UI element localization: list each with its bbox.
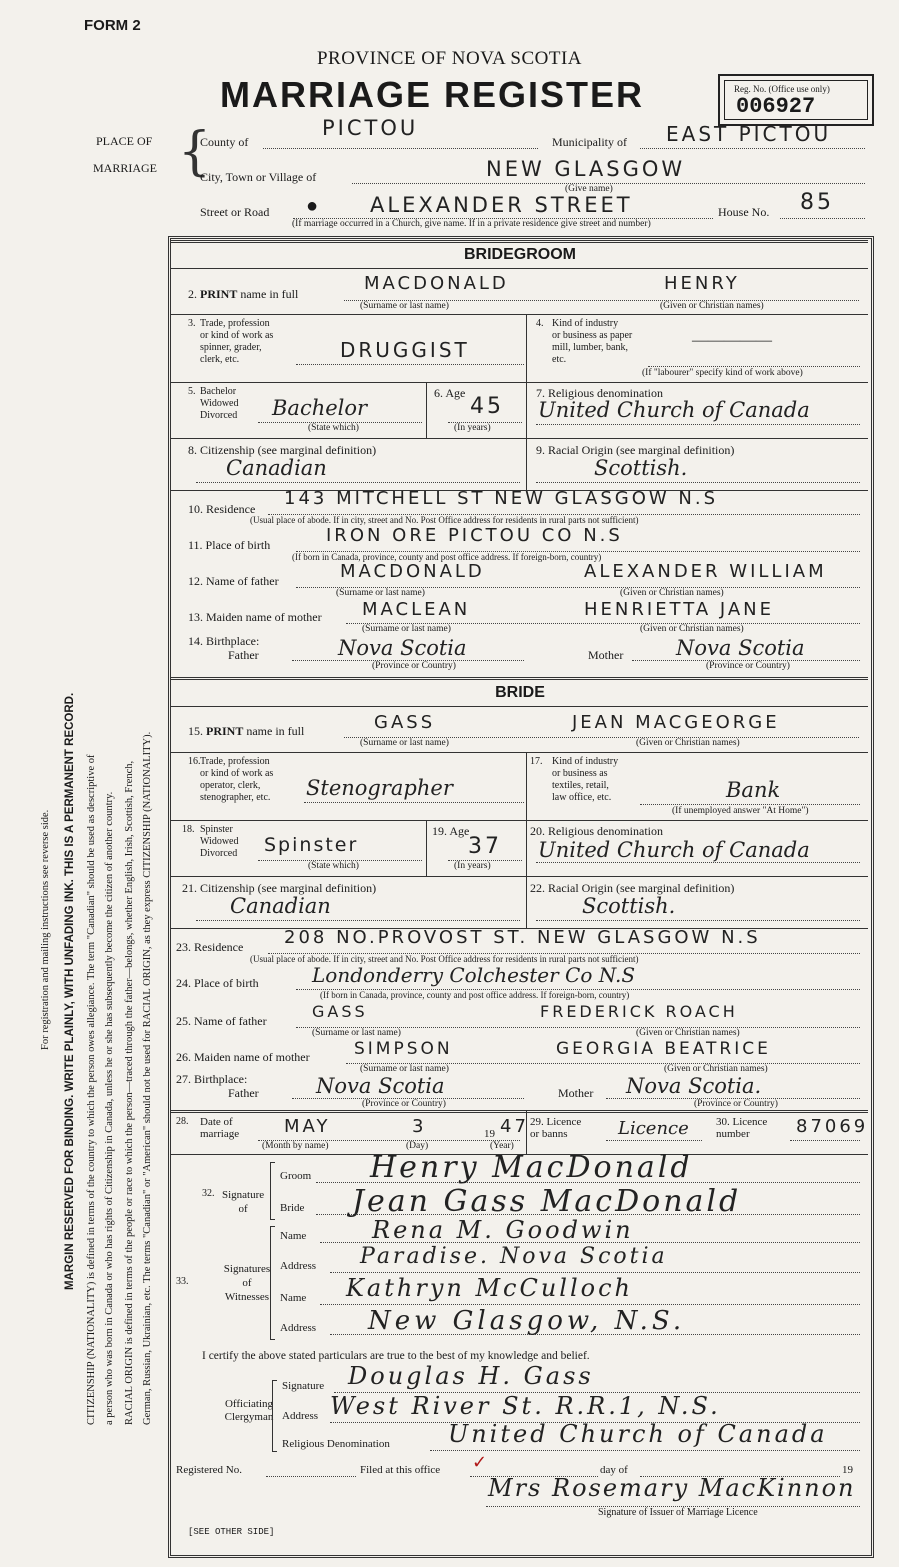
groom-industry-label: Kind of industry or business as paper mill, lumber, bank, etc. — [552, 318, 633, 365]
issuer-signature: Mrs Rosemary MacKinnon — [488, 1474, 856, 1502]
bride-status-value: Spinster — [264, 834, 359, 856]
bride-signature: Jean Gass MacDonald — [352, 1184, 742, 1219]
bride-industry-cap: (If unemployed answer "At Home") — [672, 806, 809, 816]
bride-father-surname-cap: (Surname or last name) — [312, 1028, 401, 1038]
groom-religion-label: 7. Religious denomination — [536, 386, 663, 400]
place-brace: { — [178, 122, 212, 182]
city-caption: (Give name) — [565, 184, 613, 194]
groom-father-given-cap: (Given or Christian names) — [620, 588, 724, 598]
registered-label: Registered No. — [176, 1464, 242, 1476]
w1-name-signature: Rena M. Goodwin — [372, 1216, 634, 1244]
day-of-label: day of — [600, 1464, 628, 1476]
groom-print-word: PRINT — [200, 287, 238, 301]
marriage-year-prefix: 19 — [484, 1128, 495, 1140]
bride-religion-value: United Church of Canada — [538, 838, 810, 862]
bride-age-cap: (In years) — [454, 861, 491, 871]
witness-bracket — [270, 1226, 275, 1340]
clergy-signature: Douglas H. Gass — [348, 1362, 594, 1390]
month-cap: (Month by name) — [262, 1141, 329, 1151]
margin-note-4: a person who was born in Canada or who has rights of Citizenship in Canada, unless he or she has subsequently become the citizen of another country. — [104, 791, 115, 1425]
bride-bp-mother-cap: (Province or Country) — [694, 1099, 778, 1109]
groom-status-value: Bachelor — [272, 396, 368, 420]
street-note: (If marriage occurred in a Church, give name. If in a private residence give street and number) — [292, 219, 651, 229]
licence-label: 29. Licence or banns — [530, 1116, 582, 1140]
groom-bp-father-label: Father — [228, 648, 259, 662]
groom-mother-label: 13. Maiden name of mother — [188, 610, 322, 624]
see-other-side: [SEE OTHER SIDE] — [188, 1527, 275, 1537]
marriage-day: 3 — [412, 1116, 427, 1137]
sig-label: Signature of — [222, 1189, 265, 1215]
w2-name-signature: Kathryn McCulloch — [346, 1274, 633, 1302]
groom-heading: BRIDEGROOM — [464, 246, 576, 263]
bride-racial-label: 22. Racial Origin (see marginal definition) — [530, 881, 735, 895]
groom-name-label: name in full — [240, 287, 299, 301]
bride-surname-cap: (Surname or last name) — [360, 738, 449, 748]
groom-status-num: 5. — [188, 386, 196, 397]
groom-name-num: 2. — [188, 287, 197, 301]
sig-bracket — [270, 1162, 275, 1220]
margin-note-1: For registration and mailing instructions see reverse side. — [40, 809, 51, 1050]
bride-age-label: 19. Age — [432, 824, 470, 838]
page-title: MARRIAGE REGISTER — [220, 74, 645, 115]
groom-mother-surname-cap: (Surname or last name) — [362, 624, 451, 634]
margin-note-5: RACIAL ORIGIN is defined in terms of the people or race to which the person—traced through the father—belongs, whether English, Irish, Scottish, French, — [124, 760, 135, 1425]
groom-racial-value: Scottish. — [594, 456, 688, 480]
groom-bp-father: Nova Scotia — [338, 636, 467, 660]
w1-name-label: Name — [280, 1230, 307, 1242]
bride-birth-cap: (If born in Canada, province, county and post office address. If foreign-born, country) — [320, 990, 630, 1000]
groom-trade-value: DRUGGIST — [340, 338, 470, 362]
bride-age-value: 37 — [468, 834, 502, 859]
county-value: PICTOU — [322, 116, 419, 140]
bride-bp-father-label: Father — [228, 1086, 259, 1100]
sig-num: 32. — [202, 1188, 215, 1199]
bride-status-label: Spinster Widowed Divorced — [200, 824, 239, 859]
groom-signature: Henry MacDonald — [370, 1150, 693, 1185]
bride-given-cap: (Given or Christian names) — [636, 738, 740, 748]
filed-label: Filed at this office — [360, 1464, 441, 1476]
bride-citizenship-value: Canadian — [230, 894, 331, 918]
clergy-sig-label: Signature — [282, 1380, 325, 1392]
bride-given: JEAN MACGEORGE — [572, 712, 780, 733]
groom-surname: MACDONALD — [364, 273, 509, 294]
licence-no-value: 87069 — [796, 1116, 869, 1137]
date-label: Date of marriage — [200, 1116, 240, 1140]
bride-father-label: 25. Name of father — [176, 1014, 267, 1028]
groom-bp-father-cap: (Province or Country) — [372, 661, 456, 671]
groom-trade-num: 3. — [188, 318, 196, 329]
place-label-1: PLACE OF — [96, 134, 153, 148]
bride-father-surname: GASS — [312, 1002, 368, 1021]
groom-residence-value: 143 MITCHELL ST NEW GLASGOW N.S — [284, 488, 718, 509]
groom-birth-label: 11. Place of birth — [188, 538, 271, 552]
bride-father-given: FREDERICK ROACH — [540, 1002, 738, 1021]
groom-birth-cap: (If born in Canada, province, county and post office address. If foreign-born, country) — [292, 552, 602, 562]
street-label: Street or Road — [200, 205, 270, 219]
w2-name-label: Name — [280, 1292, 307, 1304]
groom-residence-cap: (Usual place of abode. If in city, street and No. Post Office address for residents in rural parts not sufficient) — [250, 515, 639, 525]
groom-bp-mother-cap: (Province or Country) — [706, 661, 790, 671]
margin-note-3: CITIZENSHIP (NATIONALITY) is defined in terms of the country to which the person owes allegiance. The term "Canadian" should be used as descriptive of — [86, 754, 97, 1425]
reg-no-box — [718, 74, 874, 126]
bride-bp-father: Nova Scotia — [316, 1074, 445, 1098]
groom-father-given: ALEXANDER WILLIAM — [584, 561, 827, 582]
day-cap: (Day) — [406, 1141, 429, 1151]
bride-residence-cap: (Usual place of abode. If in city, street and No. Post Office address for residents in rural parts not sufficient) — [250, 954, 639, 964]
groom-industry-num: 4. — [536, 318, 544, 329]
groom-citizenship-label: 8. Citizenship (see marginal definition) — [188, 443, 377, 457]
denomination-value: United Church of Canada — [448, 1420, 828, 1448]
house-value: 85 — [800, 190, 834, 215]
house-label: House No. — [718, 205, 770, 219]
bride-industry-value: Bank — [726, 778, 781, 802]
groom-age-value: 45 — [470, 394, 504, 419]
margin-note-2: MARGIN RESERVED FOR BINDING. WRITE PLAINLY, WITH UNFADING INK. THIS IS A PERMANENT RECORD. — [64, 692, 76, 1290]
w2-address: New Glasgow, N.S. — [368, 1306, 686, 1336]
clergy-bracket — [272, 1380, 277, 1452]
groom-surname-cap: (Surname or last name) — [360, 301, 449, 311]
municipality-label: Municipality of — [552, 135, 627, 149]
bride-mother-surname-cap: (Surname or last name) — [360, 1064, 449, 1074]
groom-birth-value: IRON ORE PICTOU CO N.S — [326, 525, 623, 546]
groom-mother-surname: MACLEAN — [362, 599, 471, 620]
form-label: FORM 2 — [84, 17, 141, 34]
bride-print-word: PRINT — [206, 724, 244, 738]
w1-address: Paradise. Nova Scotia — [360, 1244, 668, 1269]
groom-sig-label: Groom — [280, 1170, 312, 1182]
bride-trade-value: Stenographer — [306, 776, 453, 800]
groom-racial-label: 9. Racial Origin (see marginal definition) — [536, 443, 735, 457]
bride-residence-label: 23. Residence — [176, 940, 244, 954]
licence-no-label: 30. Licence number — [716, 1116, 768, 1140]
bride-bp-mother-label: Mother — [558, 1086, 594, 1100]
groom-industry-cap: (If "labourer" specify kind of work above) — [642, 368, 803, 378]
reg-no-label: Reg. No. (Office use only) — [734, 84, 830, 94]
bride-religion-label: 20. Religious denomination — [530, 824, 663, 838]
bride-residence-value: 208 NO.PROVOST ST. NEW GLASGOW N.S — [284, 927, 761, 948]
bride-racial-value: Scottish. — [582, 894, 676, 918]
place-label-2: MARRIAGE — [93, 161, 158, 175]
groom-father-label: 12. Name of father — [188, 574, 279, 588]
bride-heading: BRIDE — [495, 684, 545, 701]
bride-industry-num: 17. — [530, 756, 543, 767]
bride-mother-label: 26. Maiden name of mother — [176, 1050, 310, 1064]
bride-birth-value: Londonderry Colchester Co N.S — [312, 963, 636, 987]
witness-num: 33. — [176, 1276, 189, 1287]
check-mark-icon: ✓ — [472, 1452, 488, 1473]
bride-trade-num: 16. — [188, 756, 201, 767]
province-heading: PROVINCE OF NOVA SCOTIA — [316, 48, 583, 69]
issuer-cap: Signature of Issuer of Marriage Licence — [598, 1507, 758, 1518]
groom-bp-label: 14. Birthplace: — [188, 634, 260, 648]
city-value: NEW GLASGOW — [486, 157, 686, 181]
groom-bp-mother: Nova Scotia — [676, 636, 805, 660]
bride-bp-father-cap: (Province or Country) — [362, 1099, 446, 1109]
bride-bp-mother: Nova Scotia. — [626, 1074, 762, 1098]
groom-trade-label: Trade, profession or kind of work as spinner, grader, clerk, etc. — [200, 318, 274, 365]
marriage-month: MAY — [284, 1116, 331, 1137]
w1-address-label: Address — [280, 1260, 317, 1272]
groom-given: HENRY — [664, 273, 740, 294]
bride-father-given-cap: (Given or Christian names) — [636, 1028, 740, 1038]
groom-age-label: 6. Age — [434, 386, 466, 400]
groom-age-cap: (In years) — [454, 423, 491, 433]
county-label: County of — [200, 135, 249, 149]
groom-father-surname-cap: (Surname or last name) — [336, 588, 425, 598]
municipality-value: EAST PICTOU — [666, 122, 832, 146]
bride-citizenship-label: 21. Citizenship (see marginal definition) — [182, 881, 377, 895]
groom-mother-given-cap: (Given or Christian names) — [640, 624, 744, 634]
city-label: City, Town or Village of — [200, 170, 317, 184]
filed-year-label: 19 — [842, 1464, 853, 1476]
bride-name-label: name in full — [246, 724, 305, 738]
bride-surname: GASS — [374, 712, 436, 733]
denomination-label: Religious Denomination — [282, 1438, 390, 1450]
bride-birth-label: 24. Place of birth — [176, 976, 259, 990]
bride-status-cap: (State which) — [308, 861, 359, 871]
groom-residence-label: 10. Residence — [188, 502, 256, 516]
w2-address-label: Address — [280, 1322, 317, 1334]
officiating-label: Officiating Clergyman — [224, 1398, 274, 1423]
groom-mother-given: HENRIETTA JANE — [584, 599, 775, 620]
groom-status-cap: (State which) — [308, 423, 359, 433]
margin-note-6: German, Russian, Ukrainian, etc. The terms "Canadian" or "American" should not be used for RACIAL ORIGIN, as they express CITIZENSHIP (NATIONALITY). — [142, 731, 153, 1425]
clergy-address: West River St. R.R.1, N.S. — [330, 1392, 721, 1420]
bride-mother-given-cap: (Given or Christian names) — [664, 1064, 768, 1074]
witness-label: Signatures of Witnesses — [223, 1263, 271, 1303]
year-cap: (Year) — [490, 1141, 514, 1151]
bride-mother-given: GEORGIA BEATRICE — [556, 1039, 771, 1059]
licence-value: Licence — [618, 1118, 689, 1139]
groom-status-label: Bachelor Widowed Divorced — [200, 386, 239, 421]
bride-mother-surname: SIMPSON — [354, 1039, 453, 1059]
street-value: ALEXANDER STREET — [370, 193, 633, 217]
groom-religion-value: United Church of Canada — [538, 398, 810, 422]
certify-statement: I certify the above stated particulars are true to the best of my knowledge and belief. — [202, 1350, 590, 1362]
bride-sig-label: Bride — [280, 1202, 305, 1214]
bride-name-num: 15. — [188, 724, 203, 738]
reg-no-value: 006927 — [736, 94, 816, 119]
groom-bp-mother-label: Mother — [588, 648, 624, 662]
groom-father-surname: MACDONALD — [340, 561, 485, 582]
groom-industry-value: ————— — [692, 332, 772, 349]
bride-bp-label: 27. Birthplace: — [176, 1072, 248, 1086]
bride-trade-label: Trade, profession or kind of work as operator, clerk, stenographer, etc. — [200, 756, 274, 803]
marriage-year: 47 — [500, 1116, 529, 1137]
groom-citizenship-value: Canadian — [226, 456, 327, 480]
groom-given-cap: (Given or Christian names) — [660, 301, 764, 311]
bride-industry-label: Kind of industry or business as textiles, retail, law office, etc. — [552, 756, 619, 803]
street-bullet: ● — [306, 195, 319, 217]
date-num: 28. — [176, 1116, 189, 1127]
clergy-address-label: Address — [282, 1410, 319, 1422]
bride-status-num: 18. — [182, 824, 195, 835]
